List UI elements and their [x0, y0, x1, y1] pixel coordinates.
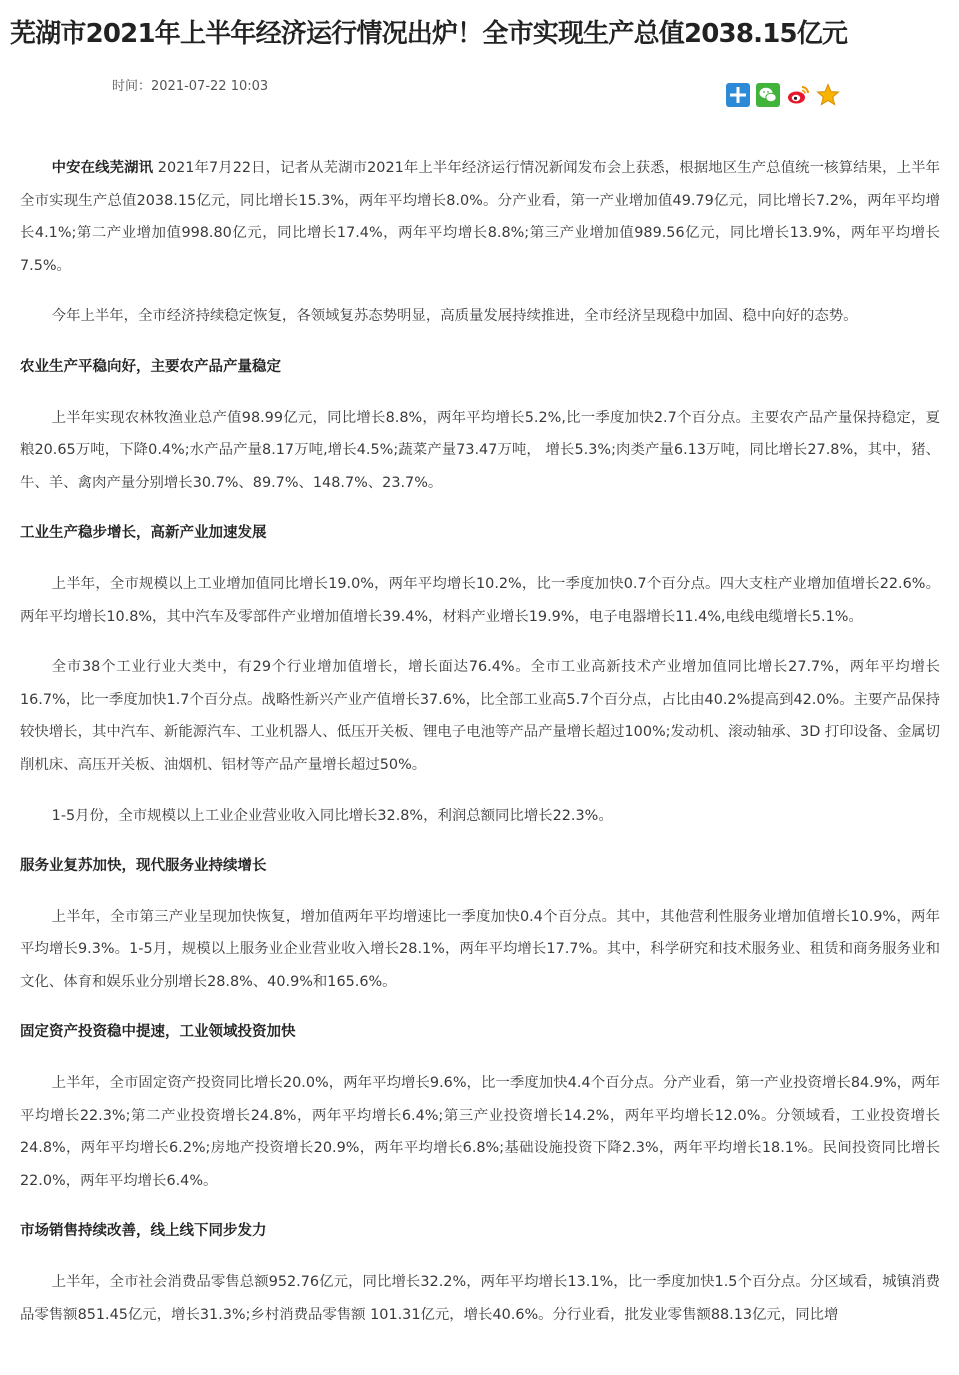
market-paragraph: 上半年，全市社会消费品零售总额952.76亿元，同比增长32.2%，两年平均增长13.1%，比一季度加快1.5个百分点。分区域看，城镇消费品零售额851.45亿元，增长31.3%;乡村消费品零售额 101.31亿元，增长40.6%。分行业看，批发业零售额88.13亿元，同比增: [20, 1274, 940, 1323]
article-title: 芜湖市2021年上半年经济运行情况出炉！全市实现生产总值2038.15亿元: [10, 19, 848, 49]
investment-paragraph: 上半年，全市固定资产投资同比增长20.0%，两年平均增长9.6%，比一季度加快4.4个百分点。分产业看，第一产业投资增长84.9%，两年平均增长22.3%;第二产业投资增长24.8%，两年平均增长6.4%;第三产业投资增长14.2%，两年平均增长12.0%。分领域看，工业投资增长24.8%，两年平均增长6.2%;房地产投资增长20.9%，两年平均增长6.8%;基础设施投资下降2.3%，两年平均增长18.1%。民间投资同比增长22.0%，两年平均增长6.4%。: [20, 1075, 940, 1189]
publish-time: [112, 76, 268, 98]
section-heading-agriculture: 农业生产平稳向好，主要农产品产量稳定: [20, 358, 281, 375]
favorite-star-icon[interactable]: [816, 83, 840, 107]
lead-paragraph: [20, 152, 940, 282]
plus-share-icon[interactable]: [726, 83, 750, 107]
section-heading-investment: 固定资产投资稳中提速，工业领域投资加快: [20, 1024, 296, 1041]
wechat-icon[interactable]: [756, 83, 780, 107]
section-heading-industry: 工业生产稳步增长，高新产业加速发展: [20, 525, 267, 542]
share-bar: [726, 83, 840, 107]
summary-paragraph: 今年上半年，全市经济持续稳定恢复，各领域复苏态势明显，高质量发展持续推进，全市经济呈现稳中加固、稳中向好的态势。: [51, 308, 858, 325]
article-body: [20, 152, 940, 1349]
industry-paragraph-1: 上半年，全市规模以上工业增加值同比增长19.0%，两年平均增长10.2%，比一季度加快0.7个百分点。四大支柱产业增加值增长22.6%。两年平均增长10.8%，其中汽车及零部件产业增加值增长39.4%，材料产业增长19.9%，电子电器增长11.4%,电线电缆增长5.1%。: [20, 575, 940, 625]
agriculture-paragraph: 上半年实现农林牧渔业总产值98.99亿元，同比增长8.8%，两年平均增长5.2%,比一季度加快2.7个百分点。主要农产品产量保持稳定，夏粮20.65万吨，下降0.4%;水产品产量8.17万吨,增长4.5%;蔬菜产量73.47万吨， 增长5.3%;肉类产量6.13万吨，同比增长27.8%，其中，猪、牛、羊、禽肉产量分别增长30.7%、89.7%、148.7%、23.7%。: [20, 409, 940, 491]
news-source: 中安在线芜湖讯: [51, 160, 154, 176]
lead-paragraph-text: 2021年7月22日，记者从芜湖市2021年上半年经济运行情况新闻发布会上获悉，根据地区生产总值统一核算结果，上半年全市实现生产总值2038.15亿元，同比增长15.3%，两年平均增长8.0%。分产业看，第一产业增加值49.79亿元，同比增长7.2%，两年平均增长4.1%;第二产业增加值998.80亿元，同比增长17.4%，两年平均增长8.8%;第三产业增加值989.56亿元，同比增长13.9%，两年平均增长7.5%。: [20, 160, 940, 274]
time-label: 时间：: [112, 79, 152, 94]
time-value: 2021-07-22 10:03: [151, 79, 269, 94]
weibo-icon[interactable]: [786, 83, 810, 107]
services-paragraph: 上半年，全市第三产业呈现加快恢复，增加值两年平均增速比一季度加快0.4个百分点。其中，其他营利性服务业增加值增长10.9%，两年平均增长9.3%。1-5月，规模以上服务业企业营业收入增长28.1%，两年平均增长17.7%。其中，科学研究和技术服务业、租赁和商务服务业和文化、体育和娱乐业分别增长28.8%、40.9%和165.6%。: [20, 908, 940, 990]
industry-paragraph-3: 1-5月份，全市规模以上工业企业营业收入同比增长32.8%，利润总额同比增长22.3%。: [51, 807, 613, 824]
section-heading-services: 服务业复苏加快，现代服务业持续增长: [20, 858, 267, 875]
industry-paragraph-2: 全市38个工业行业大类中，有29个行业增加值增长，增长面达76.4%。全市工业高新技术产业增加值同比增长27.7%，两年平均增长16.7%，比一季度加快1.7个百分点。战略性新兴产业产值增长37.6%，比全部工业高5.7个百分点，占比由40.2%提高到42.0%。主要产品保持较快增长，其中汽车、新能源汽车、工业机器人、低压开关板、锂电子电池等产品产量增长超过100%;发动机、滚动轴承、3D 打印设备、金属切削机床、高压开关板、油烟机、铝材等产品产量增长超过50%。: [20, 659, 940, 773]
section-heading-market: 市场销售持续改善，线上线下同步发力: [20, 1223, 267, 1240]
